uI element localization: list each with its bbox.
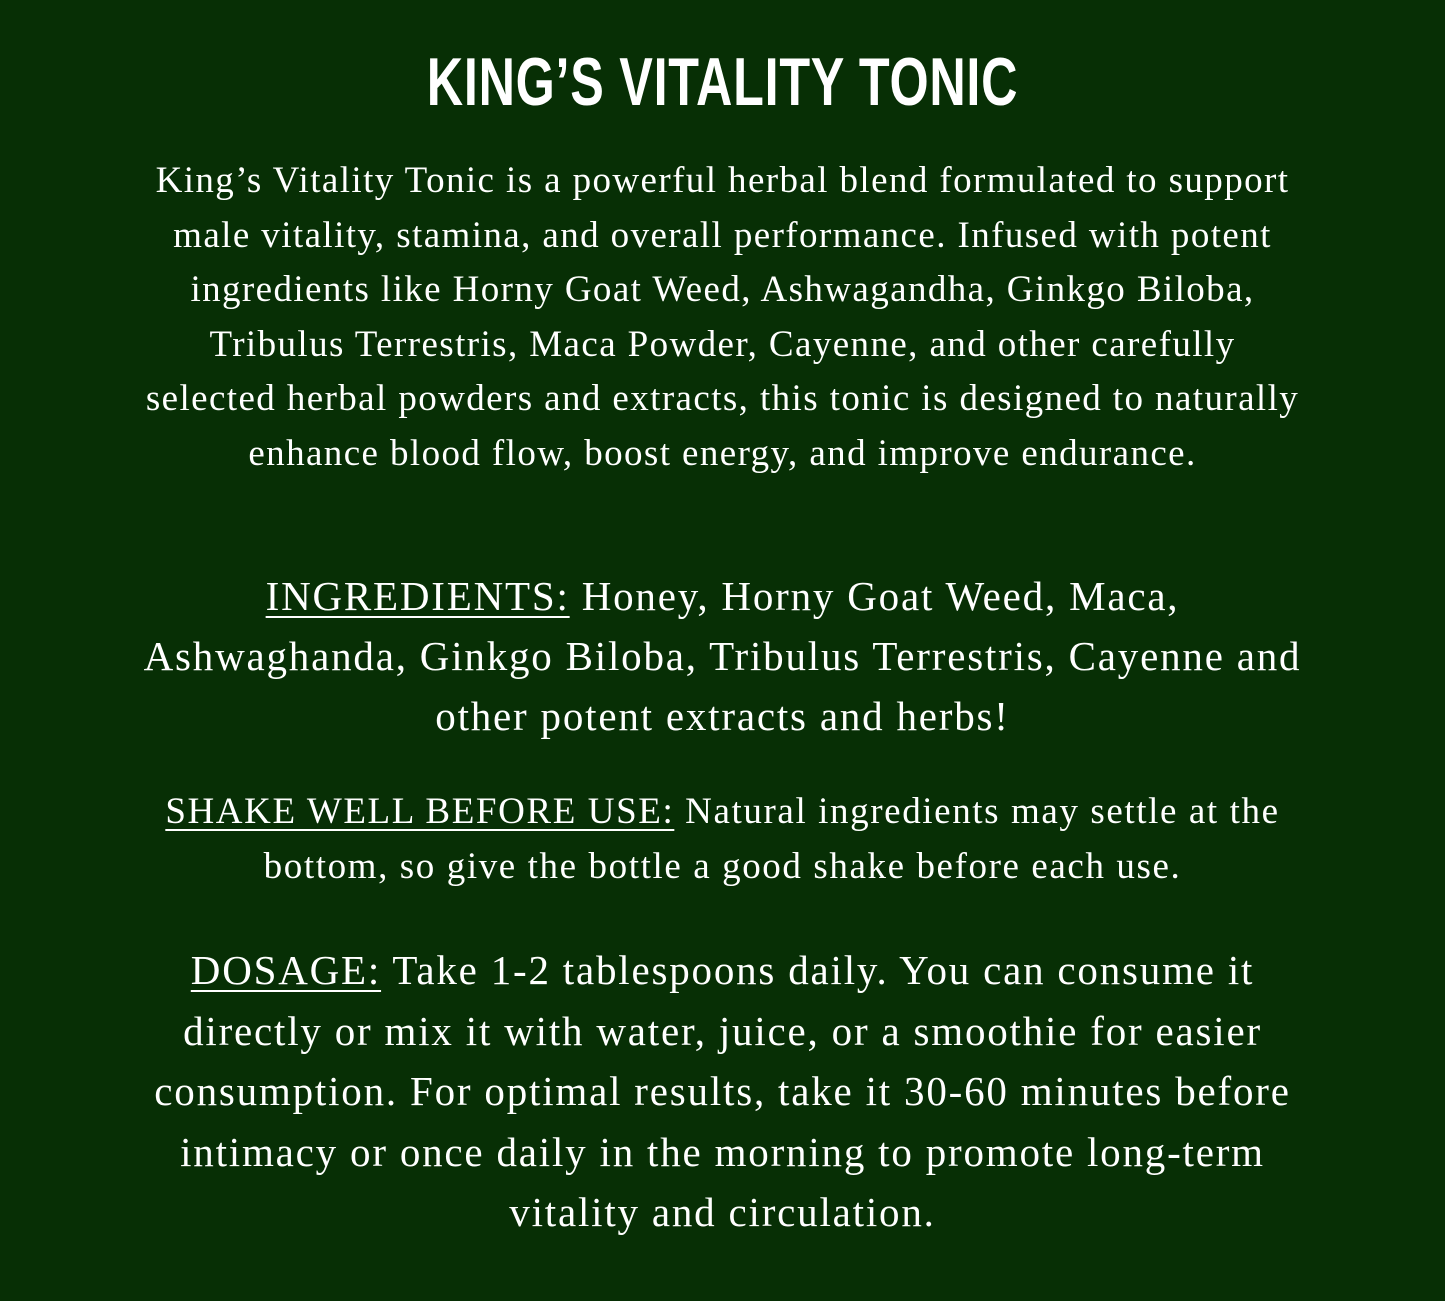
dosage-section: [135, 940, 1310, 1243]
dosage-label: DOSAGE:: [190, 947, 382, 993]
dosage-text: Take 1-2 tablespoons daily. You can consume it directly or mix it with water, juice, or a smoothie for easier consumption. For optimal results, take it 30-60 minutes before intimacy or once daily in the morning to promote long-term vitality and circulation.: [154, 947, 1291, 1235]
shake-label: SHAKE WELL BEFORE USE:: [165, 791, 675, 832]
shake-text: Natural ingredients may settle at the bottom, so give the bottle a good shake before each use.: [263, 791, 1280, 887]
shake-section: [100, 784, 1345, 894]
ingredients-text: Honey, Horny Goat Weed, Maca, Ashwaghanda, Ginkgo Biloba, Tribulus Terrestris, Cayenne and other potent extracts and herbs!: [143, 573, 1302, 739]
page-title: KING’S VITALITY TONIC: [426, 44, 1019, 120]
ingredients-label: INGREDIENTS:: [265, 573, 570, 619]
intro-paragraph: King’s Vitality Tonic is a powerful herbal blend formulated to support male vitality, stamina, and overall performance. Infused with potent ingredients like Horny Goat Weed, Ashwagandha, Ginkgo Biloba, Tribulus Terrestris, Maca Powder, Cayenne, and other carefully selected herbal powders and extracts, this tonic is designed to naturally enhance blood flow, boost energy, and improve endurance.: [145, 160, 1300, 474]
ingredients-section: [130, 566, 1315, 746]
